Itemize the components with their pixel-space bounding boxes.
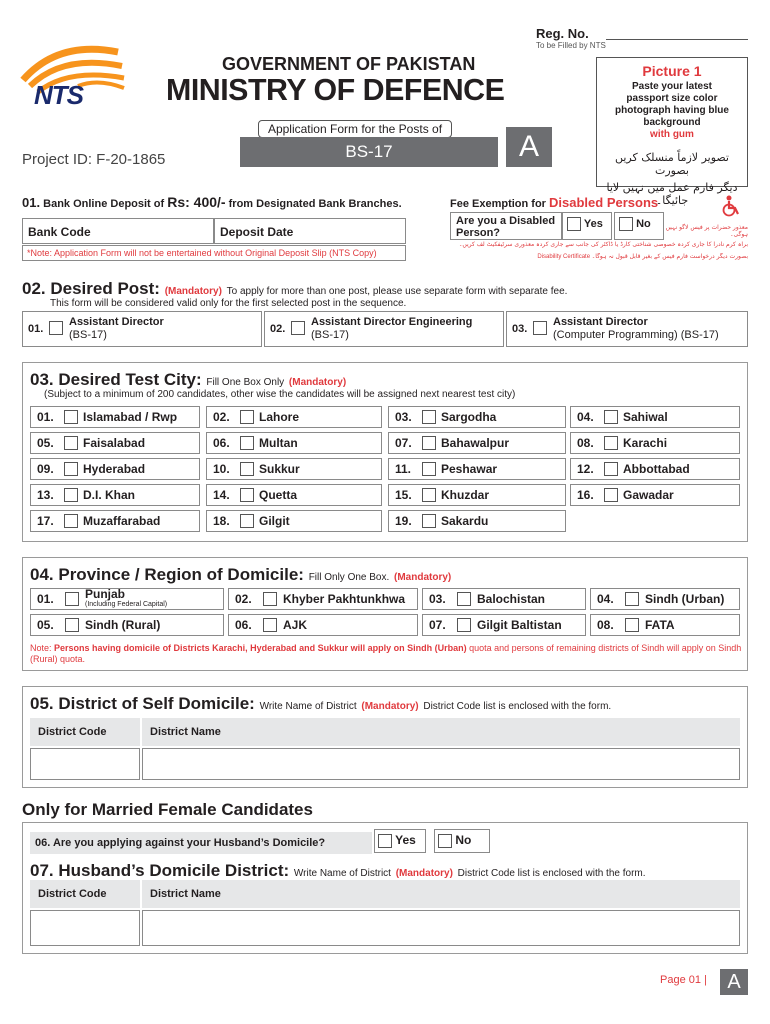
fee-label: Fee Exemption for	[450, 198, 546, 210]
post-1-num: 01.	[28, 323, 44, 335]
city-number: 12.	[577, 462, 594, 476]
post-2-name: Assistant Director Engineering	[311, 316, 473, 328]
disabled-yes-label: Yes	[583, 217, 603, 230]
sec05-code-header: District Code	[30, 718, 140, 746]
sec01-label-a: Bank Online Deposit of	[43, 198, 165, 210]
city-number: 11.	[395, 462, 412, 476]
city-checkbox[interactable]	[422, 514, 436, 528]
city-option[interactable]	[30, 432, 200, 454]
city-option[interactable]	[570, 406, 740, 428]
post-1-name: Assistant Director	[69, 316, 164, 328]
reg-no-label: Reg. No.	[536, 26, 589, 41]
city-number: 18.	[213, 514, 230, 528]
sec05-title	[30, 694, 611, 714]
sec02-mandatory: (Mandatory)	[164, 286, 222, 297]
city-checkbox[interactable]	[64, 488, 78, 502]
province-option[interactable]	[422, 614, 586, 636]
post-option-2[interactable]	[264, 311, 504, 347]
province-checkbox[interactable]	[457, 618, 471, 632]
q06-yes-label: Yes	[395, 833, 416, 847]
city-checkbox[interactable]	[64, 410, 78, 424]
reg-no-field[interactable]	[606, 38, 748, 40]
city-option[interactable]	[388, 406, 566, 428]
sec02-hint: To apply for more than one post, please use separate form with separate fee.	[226, 286, 568, 297]
city-checkbox[interactable]	[64, 436, 78, 450]
province-checkbox[interactable]	[457, 592, 471, 606]
sec04-title-text: 04. Province / Region of Domicile:	[30, 565, 304, 584]
post-3-num: 03.	[512, 323, 528, 335]
footer-letter-box: A	[720, 969, 748, 995]
province-subtext: (Including Federal Capital)	[85, 600, 168, 608]
city-option[interactable]	[570, 432, 740, 454]
province-checkbox[interactable]	[65, 592, 79, 606]
project-id: Project ID: F-20-1865	[22, 151, 166, 168]
city-option[interactable]	[206, 510, 382, 532]
city-option[interactable]	[30, 406, 200, 428]
sec05-name-header: District Name	[142, 718, 740, 746]
picture-instructions: Paste your latest passport size color photograph having blue background	[615, 81, 729, 128]
city-option[interactable]	[570, 484, 740, 506]
post-3-checkbox[interactable]	[533, 321, 547, 335]
sec03-hint: Fill One Box Only	[206, 377, 285, 388]
city-checkbox[interactable]	[604, 462, 618, 476]
province-number: 03.	[429, 592, 446, 606]
sec07-name-input[interactable]	[142, 910, 740, 946]
city-number: 04.	[577, 410, 594, 424]
sec04-note	[30, 643, 742, 665]
ministry-title: MINISTRY OF DEFENCE	[166, 72, 505, 107]
post-1-grade: (BS-17)	[69, 329, 107, 341]
city-name: Quetta	[259, 488, 298, 502]
disabled-no[interactable]	[614, 212, 664, 240]
sec01-label-b: from Designated Bank Branches.	[228, 198, 402, 210]
post-2-checkbox[interactable]	[291, 321, 305, 335]
sec02-hint2: This form will be considered valid only for the first selected post in the sequence.	[50, 298, 407, 309]
city-name: D.I. Khan	[83, 488, 136, 502]
form-letter-box: A	[506, 127, 552, 167]
page-number: Page 01 |	[660, 974, 707, 986]
city-checkbox[interactable]	[64, 514, 78, 528]
city-checkbox[interactable]	[240, 488, 254, 502]
bank-code-label: Bank Code	[28, 225, 91, 239]
province-number: 02.	[235, 592, 252, 606]
province-text	[283, 592, 405, 606]
city-number: 02.	[213, 410, 230, 424]
province-number: 05.	[37, 618, 54, 632]
province-number: 07.	[429, 618, 446, 632]
nts-logo-text: NTS	[34, 80, 83, 110]
sec02-title	[22, 279, 567, 299]
city-checkbox[interactable]	[240, 436, 254, 450]
province-option[interactable]	[422, 588, 586, 610]
city-name: Hyderabad	[83, 462, 146, 476]
city-number: 10.	[213, 462, 230, 476]
picture-title: Picture 1	[642, 63, 702, 79]
province-checkbox[interactable]	[65, 618, 79, 632]
sec05-code-input[interactable]	[30, 748, 140, 780]
city-checkbox[interactable]	[422, 410, 436, 424]
city-option[interactable]	[206, 406, 382, 428]
city-number: 06.	[213, 436, 230, 450]
province-name: AJK	[283, 618, 308, 632]
city-checkbox[interactable]	[604, 436, 618, 450]
city-number: 14.	[213, 488, 230, 502]
city-option[interactable]	[30, 484, 200, 506]
city-name: Sukkur	[259, 462, 300, 476]
sec05-name-input[interactable]	[142, 748, 740, 780]
sec07-title	[30, 861, 646, 881]
city-number: 07.	[395, 436, 412, 450]
post-2-num: 02.	[270, 323, 286, 335]
province-number: 08.	[597, 618, 614, 632]
sec07-hint2: District Code list is enclosed with the form.	[457, 868, 646, 879]
city-option[interactable]	[206, 458, 382, 480]
sec05-hint: Write Name of District	[259, 701, 357, 712]
province-name: Gilgit Baltistan	[477, 618, 562, 632]
city-number: 01.	[37, 410, 54, 424]
province-number: 01.	[37, 592, 54, 606]
city-number: 08.	[577, 436, 594, 450]
post-3-name: Assistant Director	[553, 316, 648, 328]
city-name: Sahiwal	[623, 410, 668, 424]
fee-disabled: Disabled Persons	[549, 195, 659, 210]
city-option[interactable]	[570, 458, 740, 480]
city-number: 09.	[37, 462, 54, 476]
city-checkbox[interactable]	[422, 436, 436, 450]
fee-cert: Disability Certificate	[537, 254, 591, 260]
province-name: Balochistan	[477, 592, 546, 606]
sec02-title-text: 02. Desired Post:	[22, 279, 160, 298]
disabled-no-checkbox[interactable]	[619, 217, 633, 231]
city-number: 19.	[395, 514, 412, 528]
sec04-title	[30, 565, 451, 585]
city-number: 16.	[577, 488, 594, 502]
sec01-note: *Note: Application Form will not be entertained without Original Deposit Slip (NTS Copy)	[22, 245, 406, 261]
province-option[interactable]	[228, 614, 418, 636]
city-checkbox[interactable]	[240, 410, 254, 424]
city-name: Bahawalpur	[441, 436, 510, 450]
app-form-label: Application Form for the Posts of	[258, 120, 452, 138]
post-1-checkbox[interactable]	[49, 321, 63, 335]
province-name: Sindh (Rural)	[85, 618, 161, 632]
province-text	[477, 618, 562, 632]
disabled-no-label: No	[636, 217, 651, 230]
disabled-yes-checkbox[interactable]	[567, 217, 581, 231]
sec07-title-text: 07. Husband’s Domicile District:	[30, 861, 290, 880]
city-name: Islamabad / Rwp	[83, 410, 178, 424]
sec01-label	[22, 194, 402, 210]
city-name: Khuzdar	[441, 488, 489, 502]
sec04-mandatory: (Mandatory)	[394, 572, 452, 583]
sec01-num: 01.	[22, 195, 41, 210]
province-text	[477, 592, 545, 606]
sec04-note-b: Persons having domicile of Districts Karachi, Hyderabad and Sukkur will apply on Sindh (Urban)	[54, 643, 467, 653]
province-text	[645, 618, 675, 632]
province-checkbox[interactable]	[263, 618, 277, 632]
province-option[interactable]	[30, 588, 224, 610]
province-text	[283, 618, 307, 632]
city-name: Faisalabad	[83, 436, 146, 450]
post-option-1[interactable]	[22, 311, 262, 347]
city-number: 13.	[37, 488, 54, 502]
city-checkbox[interactable]	[604, 410, 618, 424]
deposit-date-label: Deposit Date	[220, 225, 294, 239]
city-checkbox[interactable]	[240, 514, 254, 528]
province-name: FATA	[645, 618, 675, 632]
province-checkbox[interactable]	[625, 618, 639, 632]
sec07-hint: Write Name of District	[293, 868, 391, 879]
q06-no[interactable]	[434, 829, 490, 853]
province-name: Sindh (Urban)	[645, 592, 725, 606]
province-option[interactable]	[590, 614, 740, 636]
city-option[interactable]	[30, 458, 200, 480]
q06-no-checkbox[interactable]	[438, 834, 452, 848]
city-option[interactable]	[206, 432, 382, 454]
province-text	[85, 586, 168, 610]
city-name: Sargodha	[441, 410, 497, 424]
city-name: Karachi	[623, 436, 668, 450]
city-option[interactable]	[30, 510, 200, 532]
sec04-note-c: quota and persons of remaining districts of Sindh will apply on Sindh (Rural) quota.	[30, 643, 742, 664]
q06-yes[interactable]	[374, 829, 426, 853]
married-title: Only for Married Female Candidates	[22, 800, 313, 819]
q06-label: 06. Are you applying against your Husband’s Domicile?	[30, 832, 372, 854]
sec03-title	[30, 370, 346, 390]
disabled-question-box: Are you a Disabled Person?	[450, 212, 562, 240]
city-number: 05.	[37, 436, 54, 450]
province-number: 06.	[235, 618, 252, 632]
sec04-hint: Fill Only One Box.	[308, 572, 390, 583]
sec03-sub: (Subject to a minimum of 200 candidates, other wise the candidates will be assigned next nearest test city)	[44, 389, 516, 400]
city-option[interactable]	[388, 510, 566, 532]
city-name: Sakardu	[441, 514, 489, 528]
sec03-mandatory: (Mandatory)	[288, 377, 347, 388]
q06-no-label: No	[455, 833, 472, 847]
province-checkbox[interactable]	[625, 592, 639, 606]
city-name: Gawadar	[623, 488, 674, 502]
province-text	[645, 592, 724, 606]
province-checkbox[interactable]	[263, 592, 277, 606]
city-number: 03.	[395, 410, 412, 424]
post-2-grade: (BS-17)	[311, 329, 349, 341]
city-checkbox[interactable]	[422, 488, 436, 502]
sec05-mandatory: (Mandatory)	[361, 701, 419, 712]
city-checkbox[interactable]	[240, 462, 254, 476]
city-checkbox[interactable]	[64, 462, 78, 476]
province-number: 04.	[597, 592, 614, 606]
gov-title: GOVERNMENT OF PAKISTAN	[222, 54, 476, 74]
nts-logo	[18, 40, 128, 112]
province-option[interactable]	[228, 588, 418, 610]
fee-urdu-1: معذور حضرات پر فیس لاگو نہیں ہوگی۔	[665, 224, 748, 238]
city-option[interactable]	[388, 484, 566, 506]
fee-exemption-label	[450, 195, 658, 210]
city-number: 15.	[395, 488, 412, 502]
picture-urdu-1: تصویر لازماً منسلک کریں بصورت	[615, 151, 729, 177]
sec07-code-input[interactable]	[30, 910, 140, 946]
city-name: Lahore	[259, 410, 300, 424]
post-option-3[interactable]	[506, 311, 748, 347]
province-name: Punjab	[85, 586, 126, 601]
city-option[interactable]	[206, 484, 382, 506]
city-checkbox[interactable]	[604, 488, 618, 502]
sec07-code-header: District Code	[30, 880, 140, 908]
sec05-title-text: 05. District of Self Domicile:	[30, 694, 255, 713]
city-number: 17.	[37, 514, 54, 528]
province-text	[85, 618, 160, 632]
sec05-hint2: District Code list is enclosed with the form.	[423, 701, 612, 712]
province-name: Khyber Pakhtunkhwa	[283, 592, 406, 606]
q06-yes-checkbox[interactable]	[378, 834, 392, 848]
fee-urdu-2: براہ کرم نادرا کا جاری کردہ خصوصی شناختی کارڈ یا ڈاکٹر کی جانب سے جاری کردہ معذوری سرٹیفکیٹ لف کریں۔	[458, 241, 748, 248]
sec07-name-header: District Name	[142, 880, 740, 908]
city-name: Peshawar	[441, 462, 498, 476]
bank-code-field[interactable]	[22, 218, 214, 244]
province-option[interactable]	[590, 588, 740, 610]
sec03-title-text: 03. Desired Test City:	[30, 370, 202, 389]
sec07-mandatory: (Mandatory)	[395, 868, 453, 879]
city-name: Multan	[259, 436, 298, 450]
city-name: Muzaffarabad	[83, 514, 161, 528]
city-name: Gilgit	[259, 514, 290, 528]
picture-box[interactable]	[596, 57, 748, 207]
fee-urdu-3-text: بصورت دیگر درخواست فارم فیس کے بغیر قابل قبول نہ ہوگا۔	[591, 253, 748, 260]
grade-box: BS-17	[240, 137, 498, 167]
post-3-grade: (Computer Programming) (BS-17)	[553, 329, 719, 341]
picture-gum: with gum	[650, 129, 694, 140]
city-option[interactable]	[388, 458, 566, 480]
province-option[interactable]	[30, 614, 224, 636]
sec01-rs: Rs: 400/-	[167, 194, 226, 210]
disabled-yes[interactable]	[562, 212, 612, 240]
fee-urdu-3	[450, 253, 748, 260]
sec04-note-a: Note:	[30, 643, 52, 653]
city-name: Abbottabad	[623, 462, 690, 476]
reg-no-note: To be Filled by NTS	[536, 41, 606, 50]
city-checkbox[interactable]	[422, 462, 436, 476]
picture-urdu-2: دیگر فارم عمل میں نہیں لایا جائیگا۔	[606, 181, 738, 207]
deposit-date-field[interactable]	[214, 218, 406, 244]
wheelchair-icon	[720, 195, 742, 217]
city-option[interactable]	[388, 432, 566, 454]
